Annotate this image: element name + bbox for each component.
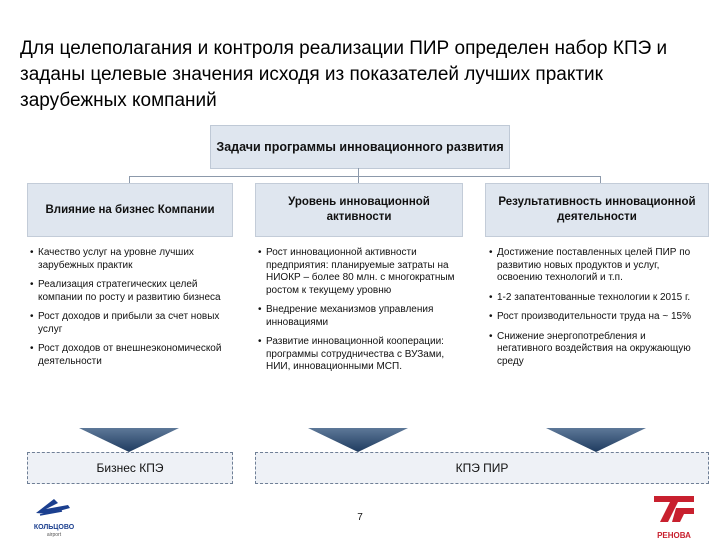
logo-left-name: КОЛЬЦОВО [33, 524, 75, 531]
business-kpi-box: Бизнес КПЭ [27, 452, 233, 484]
down-arrow-icon [546, 428, 646, 452]
slide-title: Для целеполагания и контроля реализации ПИР определен набор КПЭ и заданы целевые значения исходя из показателей лучших практик зарубежных компаний [20, 38, 668, 111]
innovation-activity-list [258, 247, 458, 381]
list-item: • Качество услуг на уровне лучших зарубежных практик [30, 247, 230, 272]
logo-right-name: РЕНОВА [657, 531, 691, 540]
renova-mark-icon [648, 492, 700, 526]
pir-kpi-box: КПЭ ПИР [255, 452, 709, 484]
down-arrow-icon [308, 428, 408, 452]
list-item: • Рост инновационной активности предприятия: планируемые затраты на НИОКР – более 80 млн. с многократным ростом к текущему уровню [258, 247, 458, 297]
list-item: • Рост доходов от внешнеэкономической деятельности [30, 343, 230, 368]
list-item: • Снижение энергопотребления и негативного воздействия на окружающую среду [489, 331, 699, 369]
list-item: • Рост доходов и прибыли за счет новых услуг [30, 311, 230, 336]
list-item: • Внедрение механизмов управления инновациями [258, 304, 458, 329]
koltsovo-logo [28, 495, 80, 538]
logo-left-sub: airport [46, 532, 62, 538]
list-item: • Развитие инновационной кооперации: программы сотрудничества с ВУЗами, НИИ, инновационными МСП. [258, 336, 458, 374]
list-item: • 1-2 запатентованные технологии к 2015 г. [489, 292, 699, 305]
list-item: • Достижение поставленных целей ПИР по развитию новых продуктов и услуг, освоению технологий и т.п. [489, 247, 699, 285]
task-header-box: Задачи программы инновационного развития [210, 125, 510, 169]
plane-icon [28, 495, 80, 519]
list-item: • Реализация стратегических целей компании по росту и развитию бизнеса [30, 279, 230, 304]
connector-middle [358, 176, 359, 183]
business-impact-list [30, 247, 230, 375]
column-header-business-impact: Влияние на бизнес Компании [27, 183, 233, 237]
connector-right [600, 176, 601, 183]
connector-horizontal [129, 176, 601, 177]
renova-logo [648, 492, 700, 538]
innovation-results-list [489, 247, 699, 375]
connector-left [129, 176, 130, 183]
column-header-innovation-activity: Уровень инновационной активности [255, 183, 463, 237]
page-number: 7 [357, 512, 363, 523]
list-item: • Рост производительности труда на ~ 15% [489, 311, 699, 324]
column-header-innovation-results: Результативность инновационной деятельности [485, 183, 709, 237]
down-arrow-icon [79, 428, 179, 452]
